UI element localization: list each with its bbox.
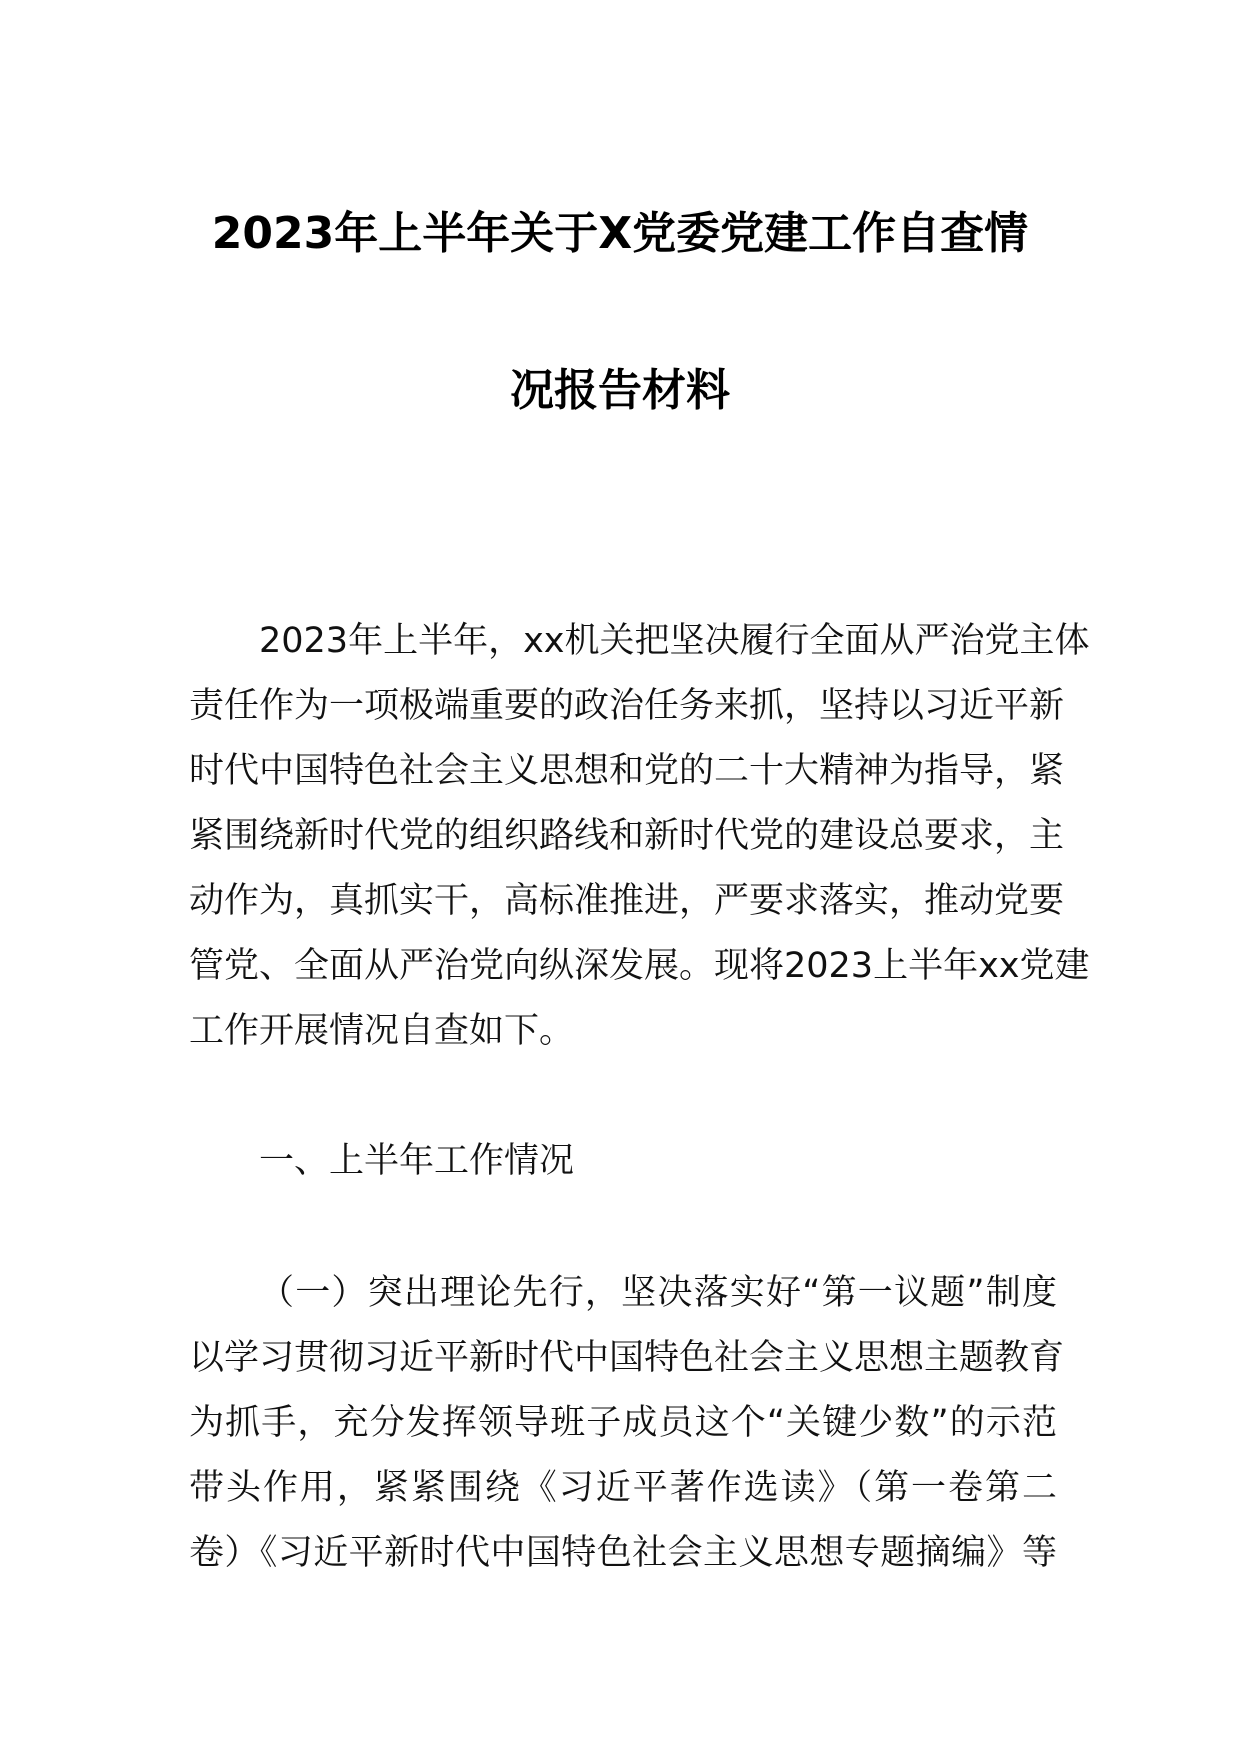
paragraph-line: 2023年上半年，xx机关把坚决履行全面从严治党主体 [259,621,1090,661]
document-title-line-1: 2023年上半年关于X党委党建工作自查情 [211,208,1029,259]
document-title-line-2: 况报告材料 [510,365,730,416]
paragraph-line: 动作为，真抓实干，高标准推进，严要求落实，推动党要 [189,881,1065,921]
paragraph-line: （一）突出理论先行，坚决落实好“第一议题”制度 [259,1273,1057,1313]
paragraph-line: 紧围绕新时代党的组织路线和新时代党的建设总要求，主 [189,816,1065,856]
paragraph-line: 责任作为一项极端重要的政治任务来抓，坚持以习近平新 [189,686,1065,726]
paragraph-line: 带头作用，紧紧围绕《习近平著作选读》（第一卷第二 [189,1468,1057,1508]
paragraph-line: 工作开展情况自查如下。 [189,1011,575,1051]
paragraph-line: 为抓手，充分发挥领导班子成员这个“关键少数”的示范 [189,1403,1057,1443]
paragraph-line: 管党、全面从严治党向纵深发展。现将2023上半年xx党建 [189,946,1090,986]
paragraph-line: 时代中国特色社会主义思想和党的二十大精神为指导，紧 [189,751,1065,791]
paragraph-line: 以学习贯彻习近平新时代中国特色社会主义思想主题教育 [189,1338,1065,1378]
paragraph-line: 卷）《习近平新时代中国特色社会主义思想专题摘编》等 [189,1533,1057,1573]
section-heading: 一、上半年工作情况 [259,1141,575,1181]
